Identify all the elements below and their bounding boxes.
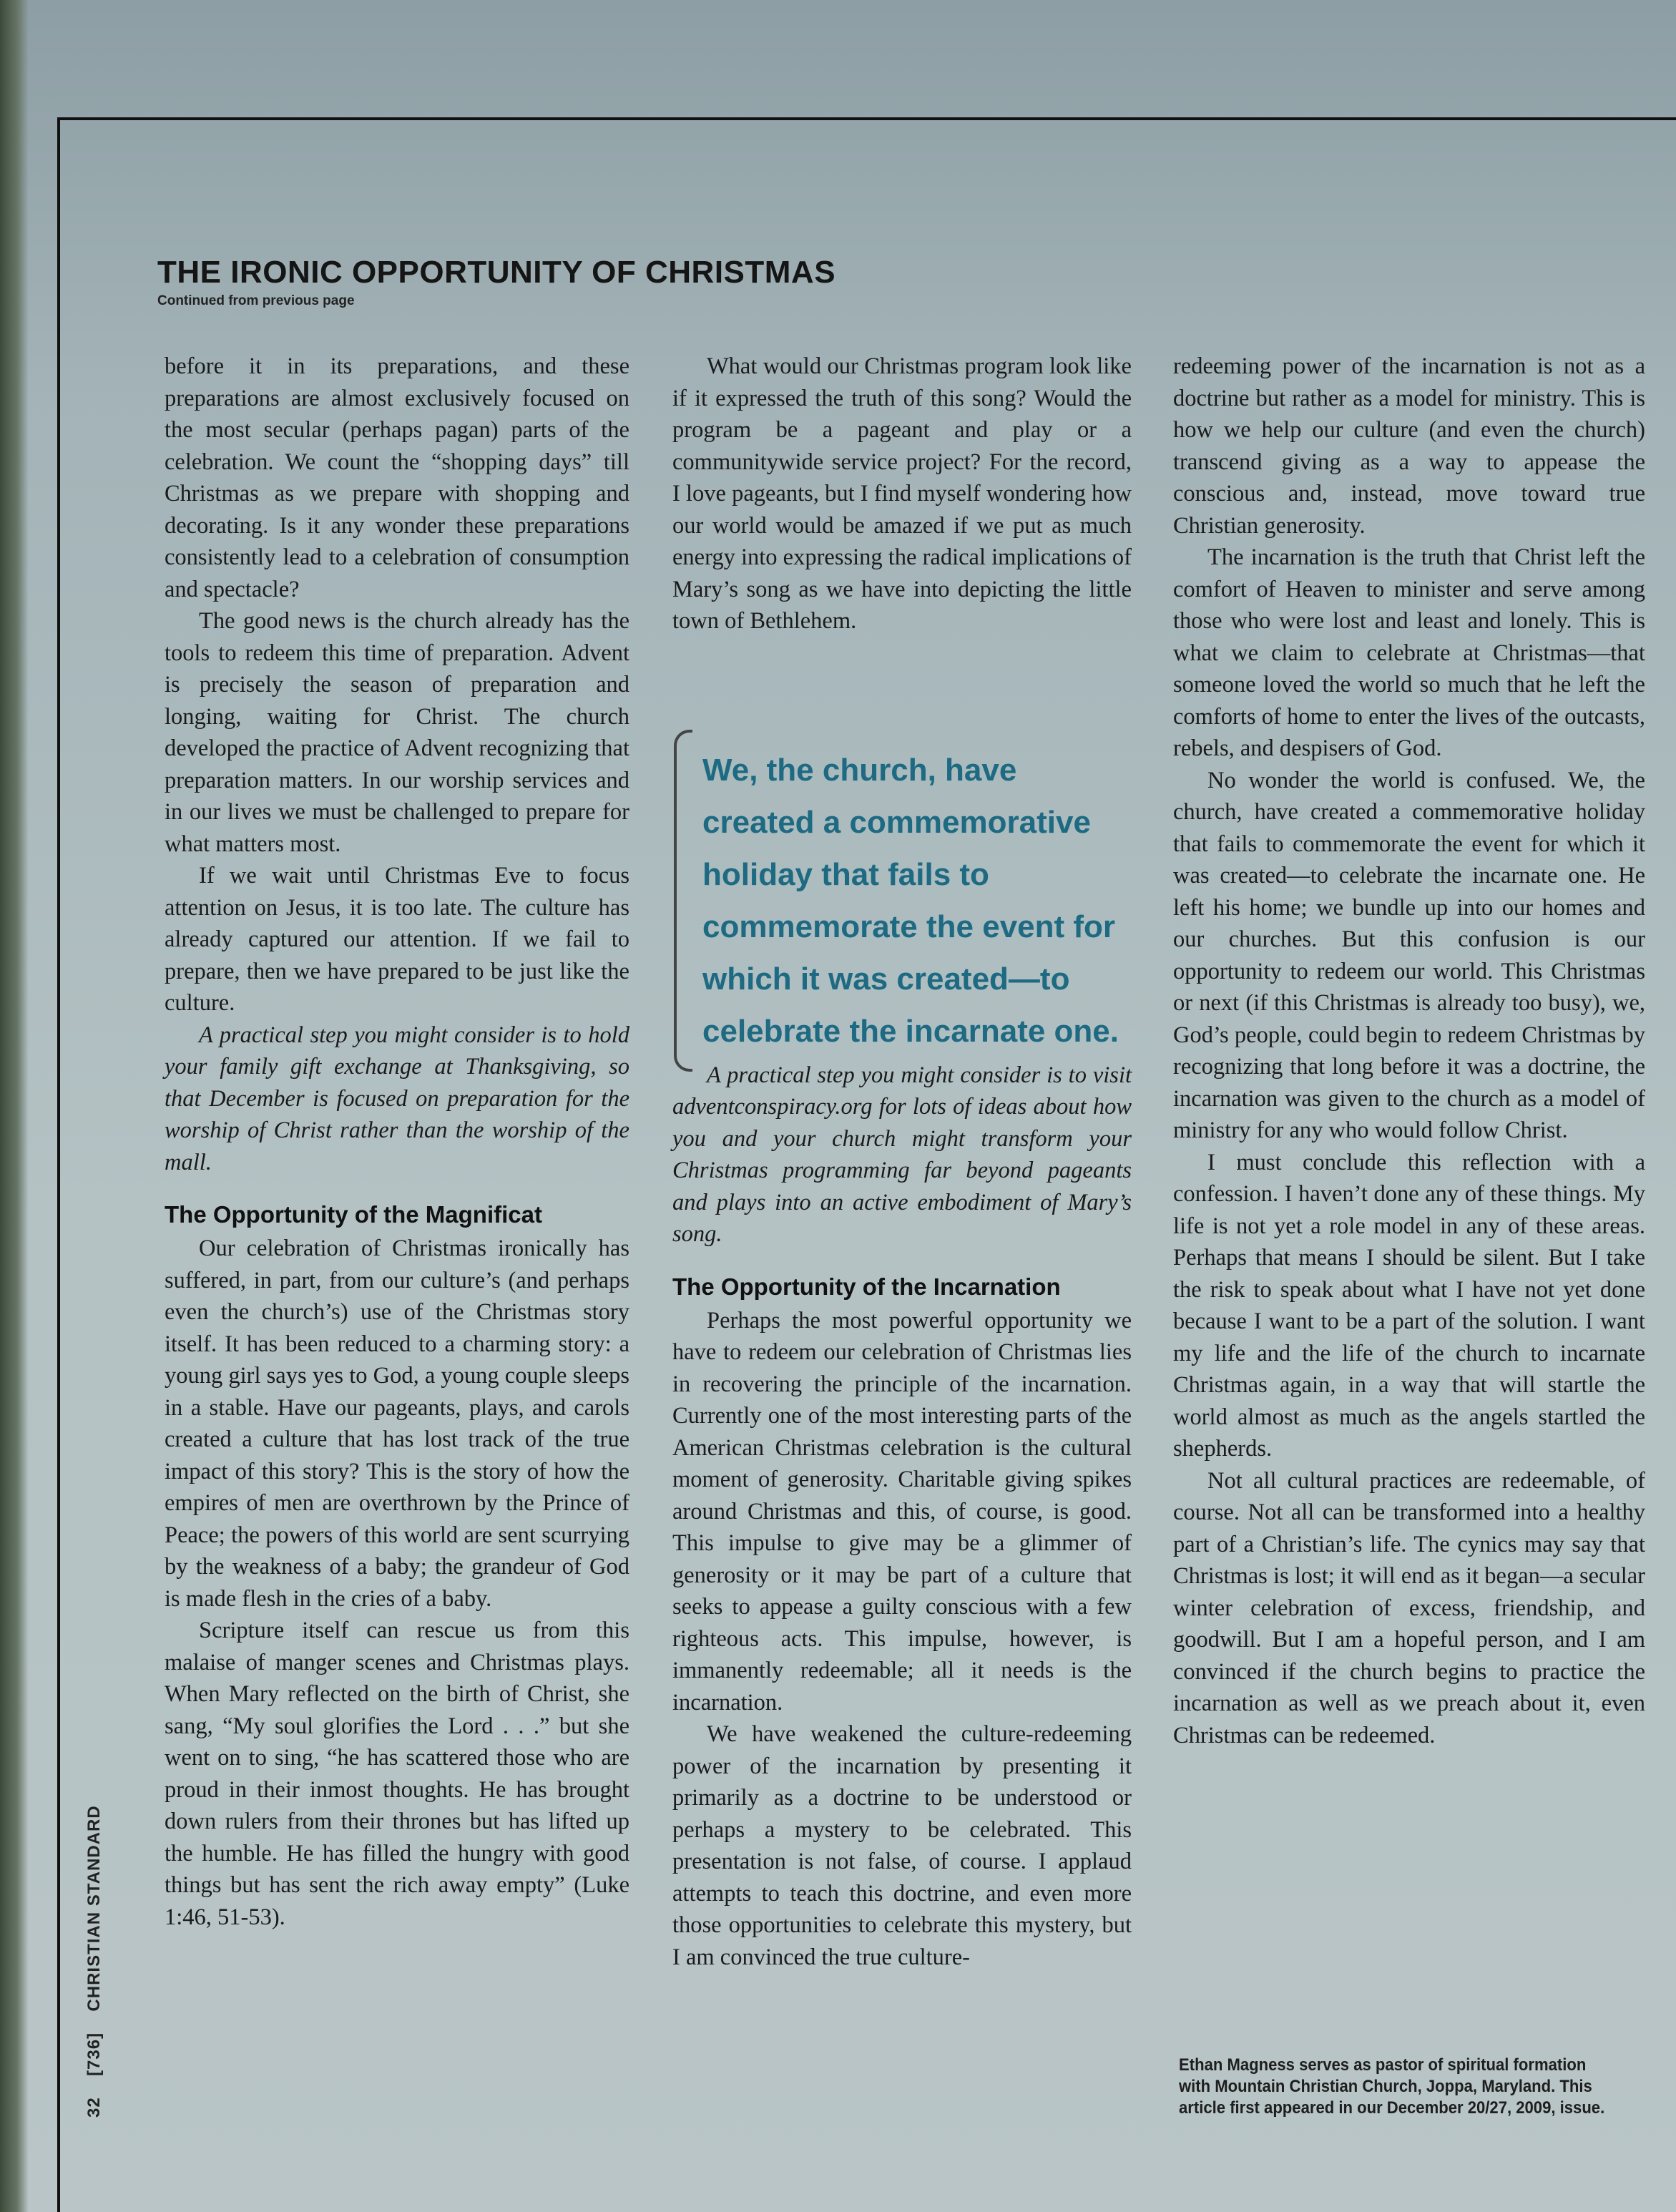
paragraph: The good news is the church already has the tools to redeem this time of preparation. Advent is precisely the season of preparation and longing, waiting for Christ. The church developed the practice of Advent recognizing that preparation matters. In our worship services and in our lives we must be challenged to prepare for what matters most.	[165, 608, 629, 857]
practical-step-note: A practical step you might consider is to visit adventconspiracy.org for lots of ideas about how you and your church might transform your Christmas programming far beyond pageants and plays into an active embodiment of Mary’s song.	[672, 1062, 1132, 1247]
practical-step-note: A practical step you might consider is to hold your family gift exchange at Thanksgiving, so that December is focused on preparation for the worship of Christ rather than the worship of the mall.	[165, 1022, 629, 1175]
paragraph: The incarnation is the truth that Christ left the comfort of Heaven to minister and serve among those who were lost and least and lonely. This is what we claim to celebrate at Christmas—that someone loved the world so much that he left the comforts of home to enter the lives of the outcasts, rebels, and despisers of God.	[1173, 544, 1645, 761]
publication-name: CHRISTIAN STANDARD	[84, 1805, 104, 2012]
paragraph: No wonder the world is confused. We, the church, have created a commemorative holiday that fails to commemorate the event for which it was created—to celebrate the incarnate one. He left his home; we bundle up into our homes and our churches. But this confusion is our opportunity to redeem our world. This Christmas or next (if this Christmas is already too busy), we, God’s people, could begin to redeem Christmas by recognizing that long before it was a doctrine, the incarnation was given to the church as a model of ministry for any who would follow Christ.	[1173, 767, 1645, 1143]
pull-quote	[674, 723, 1132, 1073]
author-bio: Ethan Magness serves as pastor of spiritual formation with Mountain Christian Church, Joppa, Maryland. This article first appeared in our December 20/27, 2009, issue.	[1179, 2055, 1605, 2118]
paragraph: Perhaps the most powerful opportunity we have to redeem our celebration of Christmas lies in recovering the principle of the incarnation. Currently one of the most interesting parts of the American Christmas celebration is the cultural moment of generosity. Charitable giving spikes around Christmas and this, of course, is good. This impulse to give may be a glimmer of generosity or it may be part of a culture that seeks to appease a guilty conscious with a few righteous acts. This impulse, however, is immanently redeemable; all it needs is the incarnation.	[672, 1307, 1132, 1716]
paragraph: Our celebration of Christmas ironically has suffered, in part, from our culture’s (and perhaps even the church’s) use of the Christmas story itself. It has been reduced to a charming story: a young girl says yes to God, a young couple sleeps in a stable. Have our pageants, plays, and carols created a culture that has lost track of the true impact of this story? This is the story of how the empires of men are overthrown by the Prince of Peace; the powers of this world are sent scurrying by the weakness of a baby; the grandeur of God is made flesh in the cries of a baby.	[165, 1235, 629, 1612]
bracket-icon	[674, 730, 692, 1072]
paragraph: What would our Christmas program look like if it expressed the truth of this song? Would the program be a pageant and play or a communitywide service project? For the record, I love pageants, but I find myself wondering how our world would be amazed if we put as much energy into expressing the radical implications of Mary’s song as we have into depicting the little town of Bethlehem.	[672, 353, 1132, 634]
column-2	[672, 351, 1132, 1973]
page-footer	[84, 1805, 104, 2118]
paragraph: I must conclude this reflection with a confession. I haven’t done any of these things. My life is not yet a role model in any of these areas. Perhaps that means I should be silent. But I take the risk to speak about what I have not yet done because I want to be a part of the solution. I want my life and the life of the church to incarnate Christmas again, in a way that will startle the world almost as much as the angels startled the shepherds.	[1173, 1149, 1645, 1462]
page-code: [736]	[84, 2032, 104, 2076]
paragraph: Scripture itself can rescue us from this malaise of manger scenes and Christmas plays. When Mary reflected on the birth of Christ, she sang, “My soul glorifies the Lord . . .” but she went on to sing, “he has scattered those who are proud in their inmost thoughts. He has brought down rulers from their thrones but has lifted up the humble. He has filled the hungry with good things but has sent the rich away empty” (Luke 1:46, 51-53).	[165, 1618, 629, 1930]
section-heading-magnificat: The Opportunity of the Magnificat	[165, 1201, 542, 1228]
pull-quote-text: We, the church, have created a commemorative holiday that fails to commemorate the event for which it was created—to celebrate the incarnate one.	[702, 753, 1119, 1049]
paragraph: We have weakened the culture-redeeming power of the incarnation by presenting it primarily as a doctrine to be understood or perhaps a mystery to be celebrated. This presentation is not false, of course. I applaud attempts to teach this doctrine, and even more those opportunities to celebrate this mystery, but I am convinced the true culture-	[672, 1721, 1132, 1970]
paragraph: Not all cultural practices are redeemable, of course. Not all can be transformed into a healthy part of a Christian’s life. The cynics may say that Christmas is lost; it will end as it began—a secular winter celebration of excess, friendship, and goodwill. But I am a hopeful person, and I am convinced if the church begins to practice the incarnation as well as we preach about it, even Christmas can be redeemed.	[1173, 1467, 1645, 1748]
paragraph: before it in its preparations, and these preparations are almost exclusively focused on the most secular (perhaps pagan) parts of the celebration. We count the “shopping days” till Christmas as we prepare with shopping and decorating. Is it any wonder these preparations consistently lead to a celebration of consumption and spectacle?	[165, 353, 629, 602]
article-title: THE IRONIC OPPORTUNITY OF CHRISTMAS	[157, 255, 836, 290]
column-1	[165, 351, 629, 1933]
column-3	[1173, 351, 1645, 1751]
paragraph: redeeming power of the incarnation is not as a doctrine but rather as a model for ministry. This is how we help our culture (and even the church) transcend giving as a way to appease the conscious and, instead, move toward true Christian generosity.	[1173, 353, 1645, 539]
section-heading-incarnation: The Opportunity of the Incarnation	[672, 1273, 1061, 1300]
page-edge-shadow	[0, 0, 29, 2212]
continued-note: Continued from previous page	[157, 293, 355, 308]
paragraph: If we wait until Christmas Eve to focus attention on Jesus, it is too late. The culture has already captured our attention. If we fail to prepare, then we have prepared to be just like the culture.	[165, 863, 629, 1016]
article-header	[157, 255, 1159, 309]
page-number: 32	[84, 2097, 104, 2118]
